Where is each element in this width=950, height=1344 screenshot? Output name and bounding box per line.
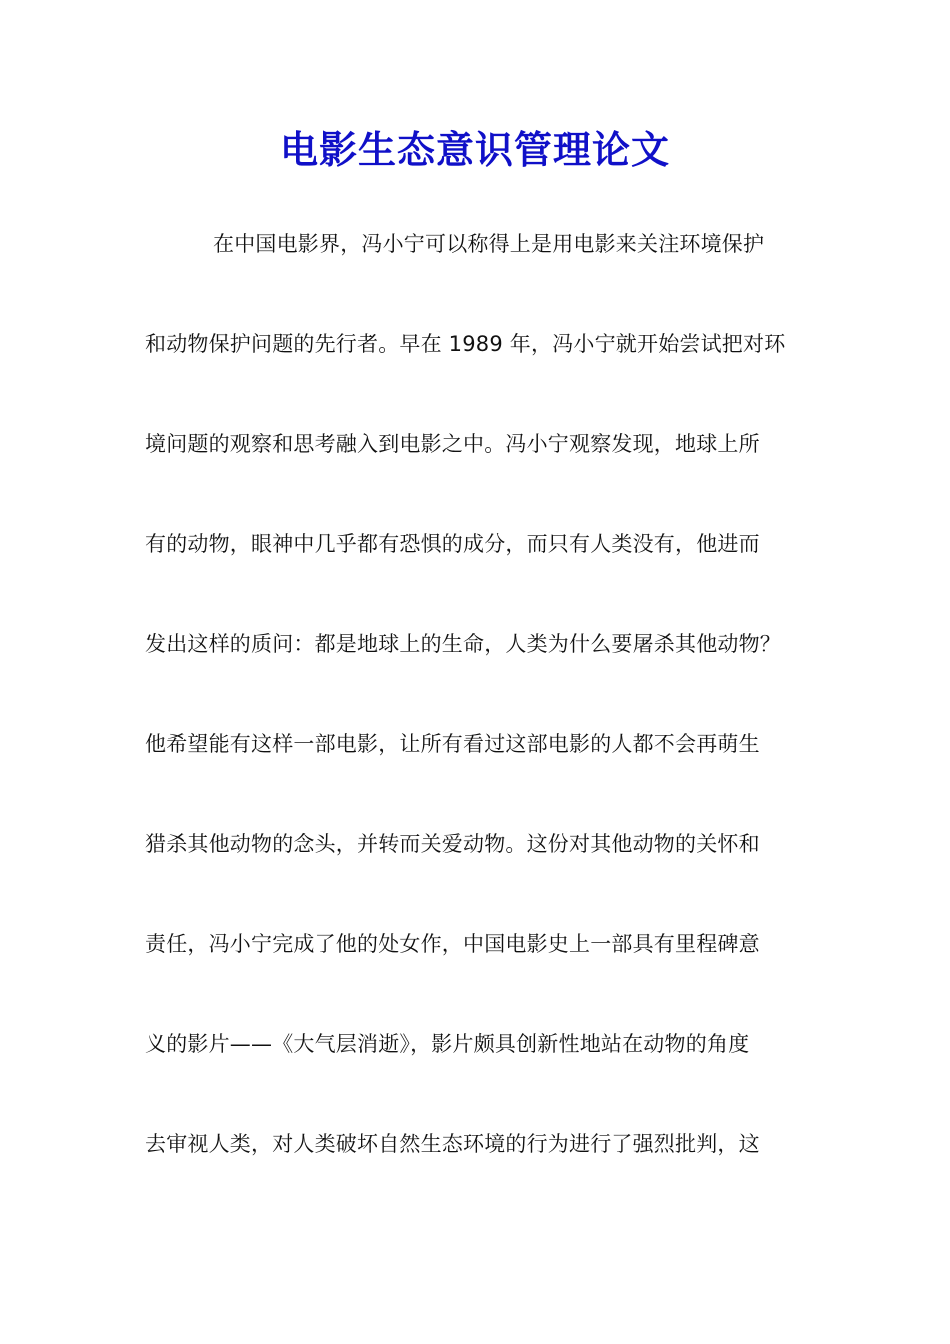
body-line-10: 去审视人类，对人类破坏自然生态环境的行为进行了强烈批判，这 [145, 1132, 760, 1156]
body-line-2: 和动物保护问题的先行者。早在 1989 年，冯小宁就开始尝试把对环 [145, 332, 786, 356]
body-line-3: 境问题的观察和思考融入到电影之中。冯小宁观察发现，地球上所 [145, 432, 760, 456]
body-line-9: 义的影片——《大气层消逝》，影片颇具创新性地站在动物的角度 [145, 1032, 750, 1056]
body-line-8: 责任，冯小宁完成了他的处女作，中国电影史上一部具有里程碑意 [145, 932, 760, 956]
body-line-4: 有的动物，眼神中几乎都有恐惧的成分，而只有人类没有，他进而 [145, 532, 760, 556]
body-line-5: 发出这样的质问：都是地球上的生命，人类为什么要屠杀其他动物？ [145, 632, 781, 656]
body-line-7: 猎杀其他动物的念头，并转而关爱动物。这份对其他动物的关怀和 [145, 832, 760, 856]
document-body [145, 226, 810, 1226]
document-title: 电影生态意识管理论文 [279, 127, 670, 172]
body-line-6: 他希望能有这样一部电影，让所有看过这部电影的人都不会再萌生 [145, 732, 760, 756]
body-line-1: 在中国电影界，冯小宁可以称得上是用电影来关注环境保护 [213, 232, 765, 256]
